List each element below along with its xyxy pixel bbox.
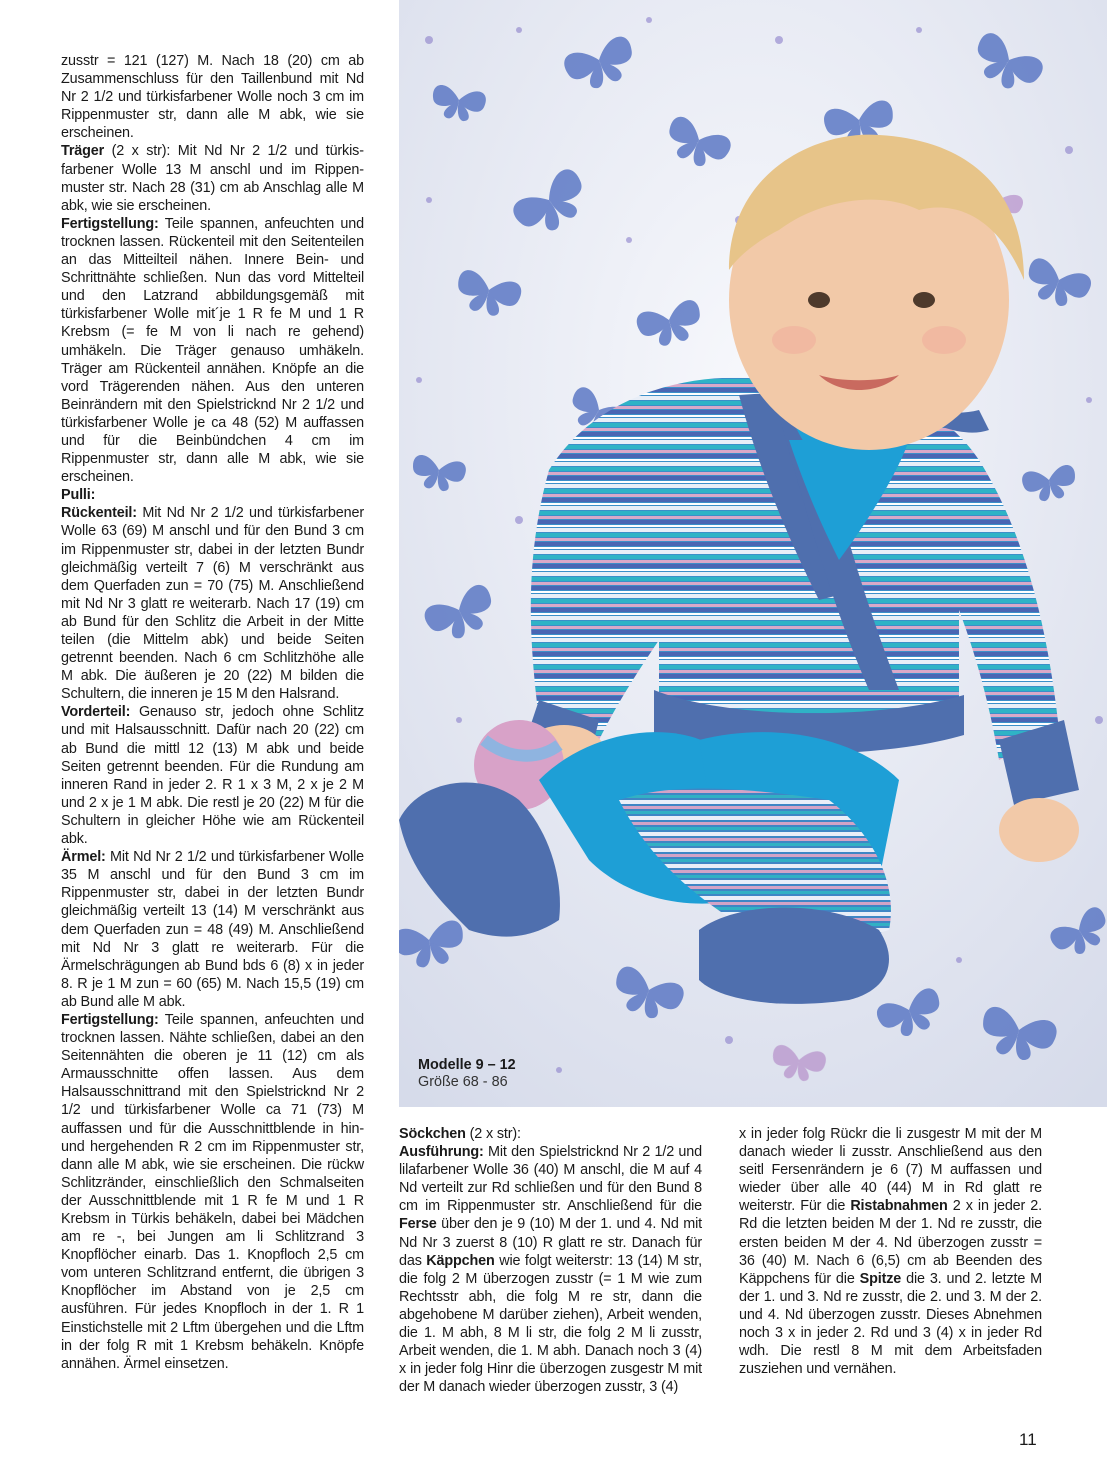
text-run: 2 x in jeder 2. Rd die letzten beiden M der 1. Nd re zusstr, die ersten beiden M der 4. Nd überzogen zusstr = 36 (40) M. Nach 6 (6,5) cm ab Beenden des Käppchens für die — [739, 1198, 1042, 1287]
bold-run: Spitze — [859, 1270, 902, 1287]
bold-run: Ausführung: — [399, 1144, 484, 1161]
bold-run: Fertigstellung: — [61, 1011, 159, 1028]
left-text-column — [61, 52, 364, 1373]
text-run: Genauso str, jedoch ohne Schlitz und mit Halsausschnitt. Dafür nach 20 (22) cm ab Bund die mittl 12 (13) M abk und beide Seiten getrennt beenden. Für die Rundung am inneren Rand in jeder 2. R 1 x 3 M, 2 x je 2 M und 2 x je 1 M abk. Die restl je 20 (22) M für die Schultern in gleicher Höhe wie am Rückenteil abk. — [61, 704, 364, 848]
text-run: Teile spannen, anfeuchten und trocknen lassen. Rückenteil mit den Seitenteilen an das Mitteilteil nähen. Innere Bein- und Schrittnähte schließen. Nun das vord Mittelteil und den Latzrand abbildungsgemäß mit türkisfarbener Wolle mit´je 1 R fe M und 1 R Krebsm (= fe M von li nach re gehend) umhäkeln. Die Träger genauso umhäkeln. Träger am Rückenteil annähen. Knöpfe an die vord Trägerenden nähen. Aus den unteren Beinrändern mit den Spielstricknd Nr 2 1/2 und türkisfarbener Wolle je ca 48 (52) M auffassen und für die Beinbündchen 4 cm im Rippenmuster str, dann alle M abk, wie sie erscheinen. — [61, 215, 364, 486]
text-run: über den je 9 (10) M der 1. und 4. Nd mit Nd Nr 3 zuerst 8 (10) R glatt re str. Danach für das — [399, 1216, 702, 1269]
bold-run: Söckchen — [399, 1126, 466, 1142]
photo-illustration — [399, 0, 1107, 1107]
text-run: zusstr = 121 (127) M. Nach 18 (20) cm ab Zusammenschluss für den Taillenbund mit Nd Nr 2 1/2 und türkisfarbener Wolle noch 3 cm im Rippenmuster str, dann alle M abk, wie sie erscheinen. — [61, 53, 364, 142]
bold-run: Fertigstellung: — [61, 215, 159, 232]
paragraph — [61, 703, 364, 848]
text-run: Mit Nd Nr 2 1/2 und türkisfarbener Wolle 63 (69) M anschl und für den Bund 3 cm im Rippenmuster str, dabei in der letzten Bundr gleichmäßig verteilt 7 (6) M verschränkt aus dem Querfaden zun = 70 (75) M. Anschließend mit Nd Nr 3 glatt re weiterarb. Nach 17 (19) cm ab Bund für den Schlitz die Arbeit in der Mitte teilen (die Mittelm abk) und beide Seiten getrennt beenden. Nach 6 cm Schlitzhöhe alle M abk. Die äußeren je 20 (22) M bilden die Schultern, die inneren je 15 M den Halsrand. — [61, 505, 364, 703]
bold-run: Ferse — [399, 1216, 437, 1233]
photo-caption — [418, 1057, 516, 1091]
caption-title: Modelle 9 – 12 — [418, 1057, 516, 1073]
caption-subtitle: Größe 68 - 86 — [418, 1074, 508, 1090]
bold-run: Rückenteil: — [61, 505, 137, 522]
text-run: wie folgt weiterstr: 13 (14) M str, die folg 2 M überzogen zusstr (= 1 M wie zum Rechtsstr abh, die folg M re str, dann die abgehobene M darüber ziehen), Arbeit wenden, die 1. M abh, 8 M li str, die folg 2 M li zusstr, Arbeit wenden, die 1. M abh. Danach noch 3 (4) x in jeder folg Hinr die überzogen zusgestr M mit der M danach wieder überzogen zusstr, 3 (4) — [399, 1252, 702, 1396]
paragraph — [61, 848, 364, 1011]
text-run: Mit Nd Nr 2 1/2 und türkisfarbener Wolle 35 M anschl und für den Bund 3 cm im Rippenmuster str, dabei in der letzten Bundr gleichmäßig verteilt 13 (14) M verschränkt aus dem Querfaden zun = 48 (49) M. Anschließend mit Nd Nr 3 glatt re weiterarb. Für die Ärmelschrägungen ab Bund bds 6 (8) x in jeder 8. R je 1 M zun = 60 (65) M. Nach 15,5 (19) cm ab Bund alle M abk. — [61, 849, 364, 1010]
bold-run: Vorderteil: — [61, 704, 131, 721]
paragraph — [61, 215, 364, 486]
paragraph — [61, 486, 364, 504]
paragraph — [61, 1011, 364, 1373]
text-run: x in jeder folg Rückr die li zusgestr M mit der M danach wieder li zusstr. Anschließend aus den seitl Fersenrändern je 6 (7) M auffassen und wieder über alle 40 (44) M in Rd glatt re weiterstr. Für die — [739, 1126, 1042, 1215]
text-run: (2 x str): Mit Nd Nr 2 1/2 und türkisfarbener Wolle 13 M anschl und im Rippenmuster str. Nach 28 (31) cm ab Anschlag alle M abk, wie sie erscheinen. — [61, 143, 364, 214]
middle-text-column — [399, 1125, 702, 1396]
bold-run: Käppchen — [426, 1252, 495, 1269]
page-number: 11 — [1019, 1430, 1037, 1449]
paragraph — [739, 1125, 1042, 1378]
paragraph — [61, 52, 364, 142]
bold-run: Träger — [61, 143, 105, 160]
bold-run: Ristabnahmen — [850, 1198, 948, 1215]
paragraph — [61, 504, 364, 703]
paragraph — [61, 142, 364, 214]
paragraph — [399, 1125, 702, 1143]
text-run: Mit den Spielstricknd Nr 2 1/2 und lilafarbener Wolle 36 (40) M anschl, die M auf 4 Nd verteilt zur Rd schließen und für den Bund 8 cm im Rippenmuster str. Anschließend für die — [399, 1144, 702, 1215]
bold-run: Ärmel: — [61, 849, 106, 866]
bold-run: Pulli: — [61, 487, 96, 504]
paragraph — [399, 1143, 702, 1396]
baby-photo — [399, 0, 1107, 1107]
text-run: die 3. und 2. letzte M der 1. und 3. Nd re zusstr, die 2. und 3. M der 2. und 4. Nd überzogen zusstr. Dieses Abnehmen noch 3 x in jeder 2. Rd und 3 (4) x in jeder Rd wdh. Die restl 8 M mit dem Arbeitsfaden zusziehen und vernähen. — [739, 1270, 1042, 1378]
text-run: Teile spannen, anfeuchten und trocknen lassen. Nähte schließen, dabei an den Seitennähten die oberen je 11 (12) cm als Armausschnitte offen lassen. Aus dem Halsausschnittrand mit den Spielstricknd Nr 2 1/2 und türkisfarbener Wolle ca 71 (73) M auffassen und für die Ausschnittblende in hin- und hergehenden R 2 cm im Rippenmuster str, dann alle M abk, wie sie erscheinen. Die rückw Schlitzränder, einschließlich den Schmalseiten der Ausschnittblende mit 1 R fe M und 1 R Krebsm in Türkis behäkeln, dabei bei Mädchen am re -, bei Jungen am li Schlitzrand 3 Knopflöcher einarb. Das 1. Knopfloch 2,5 cm vom unteren Schlitzrand entfernt, die übrigen 3 Knopflöcher im Abstand von je 2,5 cm ausführen. Für jedes Knopfloch in der 1. R 1 Einstichstelle mit 2 Lftm übergehen und die Lftm in der folg R mit 1 Krebsm behäkeln. Knöpfe annähen. Ärmel einsetzen. — [61, 1011, 364, 1372]
right-text-column — [739, 1125, 1042, 1378]
text-run: (2 x str): — [465, 1126, 521, 1142]
